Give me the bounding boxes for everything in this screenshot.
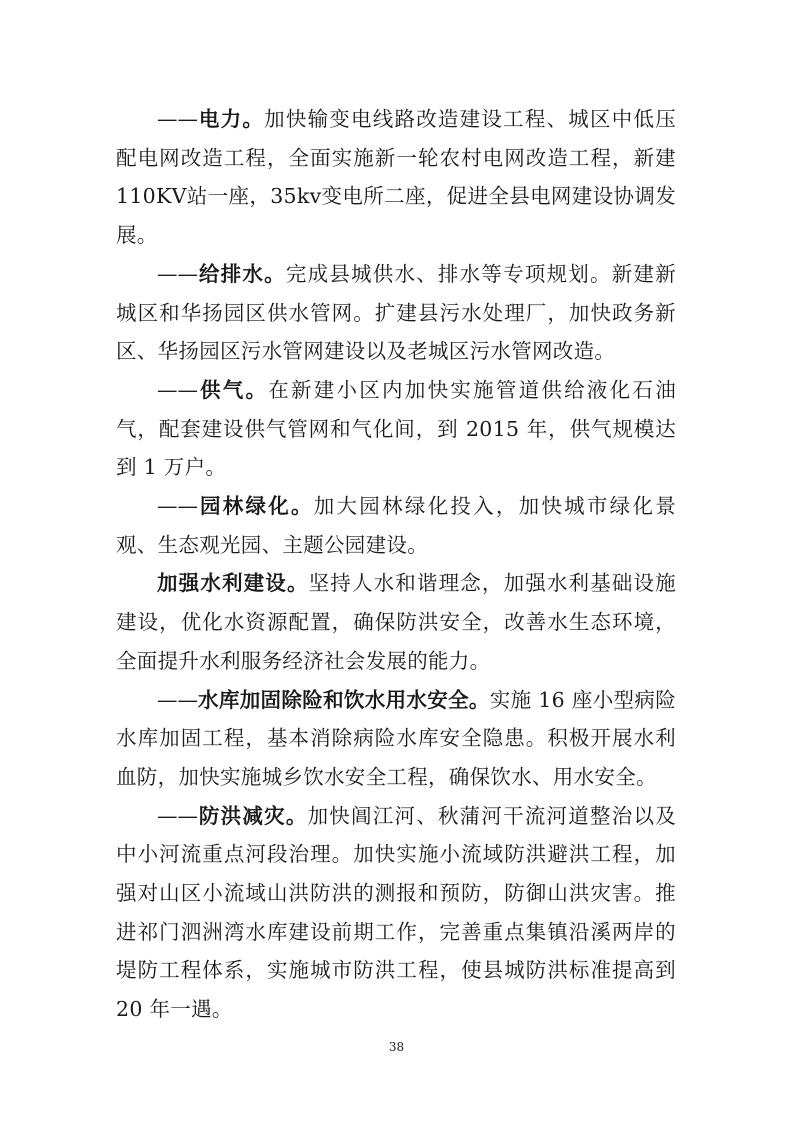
keyword-flood-control: 防洪减灾。 [198,803,308,828]
keyword-reservoir-safety: 水库加固除险和饮水用水安全。 [198,687,490,712]
dash-prefix: —— [157,377,198,402]
keyword-gas-supply: 供气。 [198,377,269,402]
dash-prefix: —— [157,261,198,286]
paragraph-water-conservancy [116,564,676,680]
paragraph-text: 加快阊江河、秋蒲河干流河道整治以及中小河流重点河段治理。加快实施小流域防洪避洪工程，加强对山区小流域山洪防洪的测报和预防，防御山洪灾害。推进祁门泗洲湾水库建设前期工作，完善重点集镇沿溪两岸的堤防工程体系，实施城市防洪工程，使县城防洪标准提高到 20 年一遇。 [116,803,676,1022]
paragraph-gas-supply [116,371,676,487]
paragraph-landscaping [116,487,676,564]
paragraph-electricity [116,100,676,255]
keyword-water-supply: 给排水。 [198,261,286,286]
paragraph-text: 实施 16 座小型病险水库加固工程，基本消除病险水库安全隐患。积极开展水利血防，加快实施城乡饮水安全工程，确保饮水、用水安全。 [116,687,677,789]
page-number: 38 [388,1040,405,1054]
paragraph-text: 在新建小区内加快实施管道供给液化石油气，配套建设供气管网和气化间，到 2015 年，供气规模达到 1 万户。 [116,377,676,480]
paragraph-text: 加快输变电线路改造建设工程、城区中低压配电网改造工程，全面实施新一轮农村电网改造工程，新建110KV站一座，35kv变电所二座，促进全县电网建设协调发展。 [116,107,676,248]
paragraph-water-supply [116,255,676,371]
paragraph-text: 完成县城供水、排水等专项规划。新建新城区和华扬园区供水管网。扩建县污水处理厂，加快政务新区、华扬园区污水管网建设以及老城区污水管网改造。 [116,261,676,364]
paragraph-text: 加大园林绿化投入，加快城市绿化景观、生态观光园、主题公园建设。 [116,494,676,557]
keyword-landscaping: 园林绿化。 [198,494,314,519]
dash-prefix: —— [157,803,198,828]
dash-prefix: —— [157,107,198,131]
dash-prefix: —— [157,687,198,712]
paragraph-reservoir-safety [116,681,676,797]
paragraph-flood-control [116,797,676,1029]
dash-prefix: —— [157,494,198,519]
paragraph-text: 坚持人水和谐理念，加强水利基础设施建设，优化水资源配置，确保防洪安全，改善水生态环境，全面提升水利服务经济社会发展的能力。 [116,571,676,673]
keyword-water-conservancy: 加强水利建设。 [157,571,309,596]
keyword-electricity: 电力。 [198,107,265,131]
document-body [116,100,676,1029]
